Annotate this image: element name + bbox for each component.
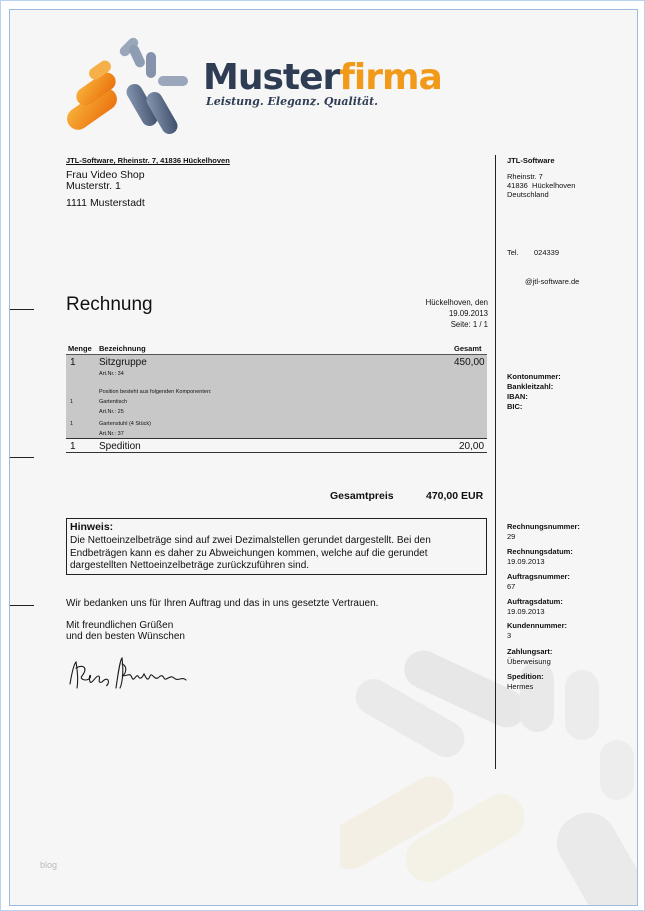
customer-number: 3 <box>507 631 512 640</box>
row-divider <box>66 452 487 453</box>
logo-wordmark <box>203 58 442 98</box>
bank-bic-label: BIC: <box>507 402 523 411</box>
document-page: Seite: 1 / 1 <box>450 320 488 329</box>
component1-artno: Art.Nr.: 25 <box>99 409 124 415</box>
component1-name: Gartentisch <box>99 399 128 405</box>
hint-title: Hinweis: <box>70 521 114 533</box>
document-title: Rechnung <box>66 294 153 315</box>
total-label: Gesamtpreis <box>330 490 394 502</box>
item1-qty: 1 <box>70 357 76 368</box>
document-date: 19.09.2013 <box>448 309 488 318</box>
item1-note: Position besteht aus folgenden Komponenten: <box>99 389 212 395</box>
logo-name-part1: Muster <box>203 57 340 98</box>
background-decoration <box>340 650 637 905</box>
thanks-text: Wir bedanken uns für Ihren Auftrag und das in uns gesetzte Vertrauen. <box>66 598 379 609</box>
row-divider <box>66 438 487 439</box>
company-city: 41836 Hückelhoven <box>507 181 576 190</box>
closing-regards <box>66 620 185 642</box>
invoice-page <box>9 9 638 906</box>
invoice-number-label: Rechnungsnummer: <box>507 522 580 531</box>
company-email[interactable]: @jtl-software.de <box>525 277 580 286</box>
payment-value: Überweisung <box>507 657 551 666</box>
recipient-line1: Frau Video Shop <box>66 169 145 181</box>
item2-qty: 1 <box>70 441 76 452</box>
recipient-line3: 1111 Musterstadt <box>66 197 145 209</box>
column-divider <box>495 155 496 769</box>
payment-label: Zahlungsart: <box>507 647 553 656</box>
order-number-label: Auftragsnummer: <box>507 572 570 581</box>
item1-name: Sitzgruppe <box>99 357 147 368</box>
shipping-value: Hermes <box>507 682 534 691</box>
item2-name: Spedition <box>99 441 141 452</box>
item1-price: 450,00 <box>454 357 485 368</box>
logo-graphic <box>62 36 192 138</box>
closing-line2: und den besten Wünschen <box>66 631 185 642</box>
column-header-total: Gesamt <box>454 344 482 353</box>
company-name: JTL-Software <box>507 156 555 165</box>
document-place: Hückelhoven, den <box>425 298 488 307</box>
bank-iban-label: IBAN: <box>507 392 528 401</box>
component1-qty: 1 <box>70 399 74 405</box>
customer-number-label: Kundennummer: <box>507 621 567 630</box>
invoice-date: 19.09.2013 <box>507 557 545 566</box>
column-header-qty: Menge <box>68 344 92 353</box>
order-date: 19.09.2013 <box>507 607 545 616</box>
logo-tagline: Leistung. Eleganz. Qualität. <box>206 95 378 108</box>
recipient-line2: Musterstr. 1 <box>66 180 121 192</box>
company-country: Deutschland <box>507 190 549 199</box>
fold-mark <box>10 605 34 606</box>
component2-qty: 1 <box>70 421 74 427</box>
order-date-label: Auftragsdatum: <box>507 597 563 606</box>
fold-mark <box>10 457 34 458</box>
invoice-number: 29 <box>507 532 516 541</box>
company-street: Rheinstr. 7 <box>507 172 543 181</box>
fold-mark <box>10 309 34 310</box>
hint-text: Die Nettoeinzelbeträge sind auf zwei Dezimalstellen gerundet dargestellt. Bei den Endbeträgen kann es daher zu Abweichungen kommen, welche auf die gerundet dargestellten Nettoeinzelbeträge zurückzuführen sind. <box>70 535 431 571</box>
item1-artno: Art.Nr.: 34 <box>99 371 124 377</box>
shipping-label: Spedition: <box>507 672 544 681</box>
closing-line1: Mit freundlichen Grüßen <box>66 620 174 631</box>
total-value: 470,00 EUR <box>426 490 484 502</box>
sender-line: JTL-Software, Rheinstr. 7, 41836 Hückelhoven <box>66 156 230 165</box>
company-tel-value: 024339 <box>534 248 560 257</box>
company-tel-label: Tel. <box>507 248 519 257</box>
bank-blz-label: Bankleitzahl: <box>507 382 554 391</box>
document-place-date <box>390 297 488 330</box>
bank-konto-label: Kontonummer: <box>507 372 561 381</box>
hint-box <box>66 518 487 575</box>
component2-name: Gartenstuhl (4 Stück) <box>99 421 151 427</box>
signature <box>66 654 191 696</box>
logo-name-part2: firma <box>339 57 442 98</box>
component2-artno: Art.Nr.: 37 <box>99 431 124 437</box>
item2-price: 20,00 <box>459 441 485 452</box>
order-number: 67 <box>507 582 516 591</box>
watermark-text: blog <box>40 860 58 870</box>
invoice-date-label: Rechnungsdatum: <box>507 547 573 556</box>
column-header-desc: Bezeichnung <box>99 344 146 353</box>
